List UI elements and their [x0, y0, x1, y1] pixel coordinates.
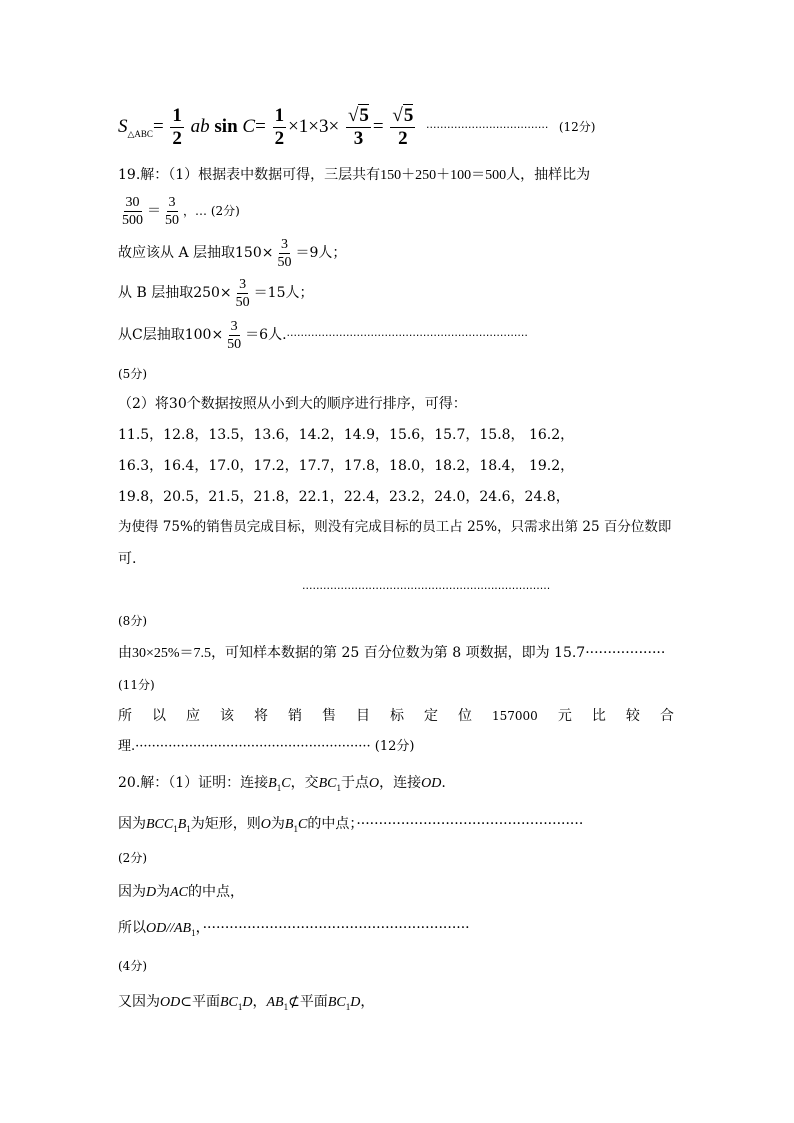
- area-formula: $S_{\triangle ABC}=$ $\frac{1}{2}$ ab sin C= $\frac{1}{2}$ ×1×3× $\frac{√5}{3}$ = $\frac{√5}{2}$: [118, 105, 414, 150]
- q20-score-2: (2分): [118, 851, 147, 865]
- ratio-fraction-2: $\frac{3}{50}$: [165, 194, 179, 228]
- root5-over-2: $\frac{√5}{2}$: [392, 105, 414, 150]
- sin-term: sin: [214, 116, 238, 137]
- conclusion-end: 理.························································· (12分): [118, 739, 415, 754]
- equals-sign: =: [152, 116, 164, 137]
- ab-term: ab: [190, 116, 210, 137]
- data-row-3: 19.8，20.5，21.5，21.8，22.1，22.4，23.2，24.0，24.6，24.8，: [118, 489, 570, 505]
- q19-score-11: (11分): [118, 678, 155, 692]
- root5-over-3: $\frac{√5}{3}$: [347, 105, 369, 150]
- q20-line3: 因为D为AC的中点，: [118, 884, 245, 900]
- q20-line2: 因为$BCC_1B_1$为矩形，则O为$B_1C$的中点；···················································: [118, 816, 584, 834]
- q20-line5: 又因为OD⊂平面$BC_1D$，$AB_1⊄$平面$BC_1D$，: [118, 994, 375, 1012]
- q19-score-5: (5分): [118, 367, 147, 381]
- q19-score-8: (8分): [118, 614, 147, 628]
- half-fraction: $\frac{1}{2}$: [172, 105, 182, 150]
- q20-line1: 20.解：（1）证明：连接$B_1C$，交$BC_1$于点O，连接OD.: [118, 775, 446, 793]
- half-fraction-2: $\frac{1}{2}$: [274, 105, 285, 150]
- ratio-fraction-1: $\frac{30}{500}$: [122, 194, 143, 228]
- target-sentence: 为使得 75%的销售员完成目标，则没有完成目标的员工占 25%，只需求出第 25 百分位数即: [118, 519, 672, 535]
- target-sentence-end: 可.: [118, 551, 137, 567]
- angle-c: C: [242, 116, 256, 137]
- top-dots-score: ··································· (12分): [426, 120, 596, 134]
- q19-intro: 19.解：（1）根据表中数据可得，三层共有150＋250＋100＝500人，抽样比为: [118, 167, 591, 183]
- q19-part2: （2）将30个数据按照从小到大的顺序进行排序，可得：: [118, 396, 467, 412]
- percentile-line: 由30×25%＝7.5，可知样本数据的第 25 百分位数为第 8 项数据，即为 15.7··················: [118, 645, 666, 661]
- q19-layer-c: 从C层抽取100× $\frac{3}{50}$ ＝6人.·····································································: [118, 318, 528, 352]
- dots-line-8: ·······································································: [302, 582, 551, 595]
- product-terms: ×1×3×: [288, 116, 340, 137]
- area-subscript: △ABC: [127, 128, 153, 139]
- q19-layer-b: 从 B 层抽取250× $\frac{3}{50}$ ＝15人；: [118, 276, 314, 310]
- q20-line4: 所以$OD//AB_1$，····························································: [118, 920, 470, 938]
- q19-ratio: $\frac{30}{500}$ ＝ $\frac{3}{50}$ ，… (2分): [122, 194, 240, 228]
- q19-layer-a: 故应该从 A 层抽取150× $\frac{3}{50}$ ＝9人；: [118, 236, 347, 270]
- q20-score-4: (4分): [118, 959, 147, 973]
- data-row-1: 11.5，12.8，13.5，13.6，14.2，14.9，15.6，15.7，15.8， 16.2，: [118, 427, 575, 443]
- data-row-2: 16.3，16.4，17.0，17.2，17.7，17.8，18.0，18.2，18.4， 19.2，: [118, 458, 575, 474]
- area-symbol: S: [118, 116, 128, 137]
- conclusion-line: 所 以 应 该 将 销 售 目 标 定 位 157000 元 比 较 合: [118, 708, 674, 724]
